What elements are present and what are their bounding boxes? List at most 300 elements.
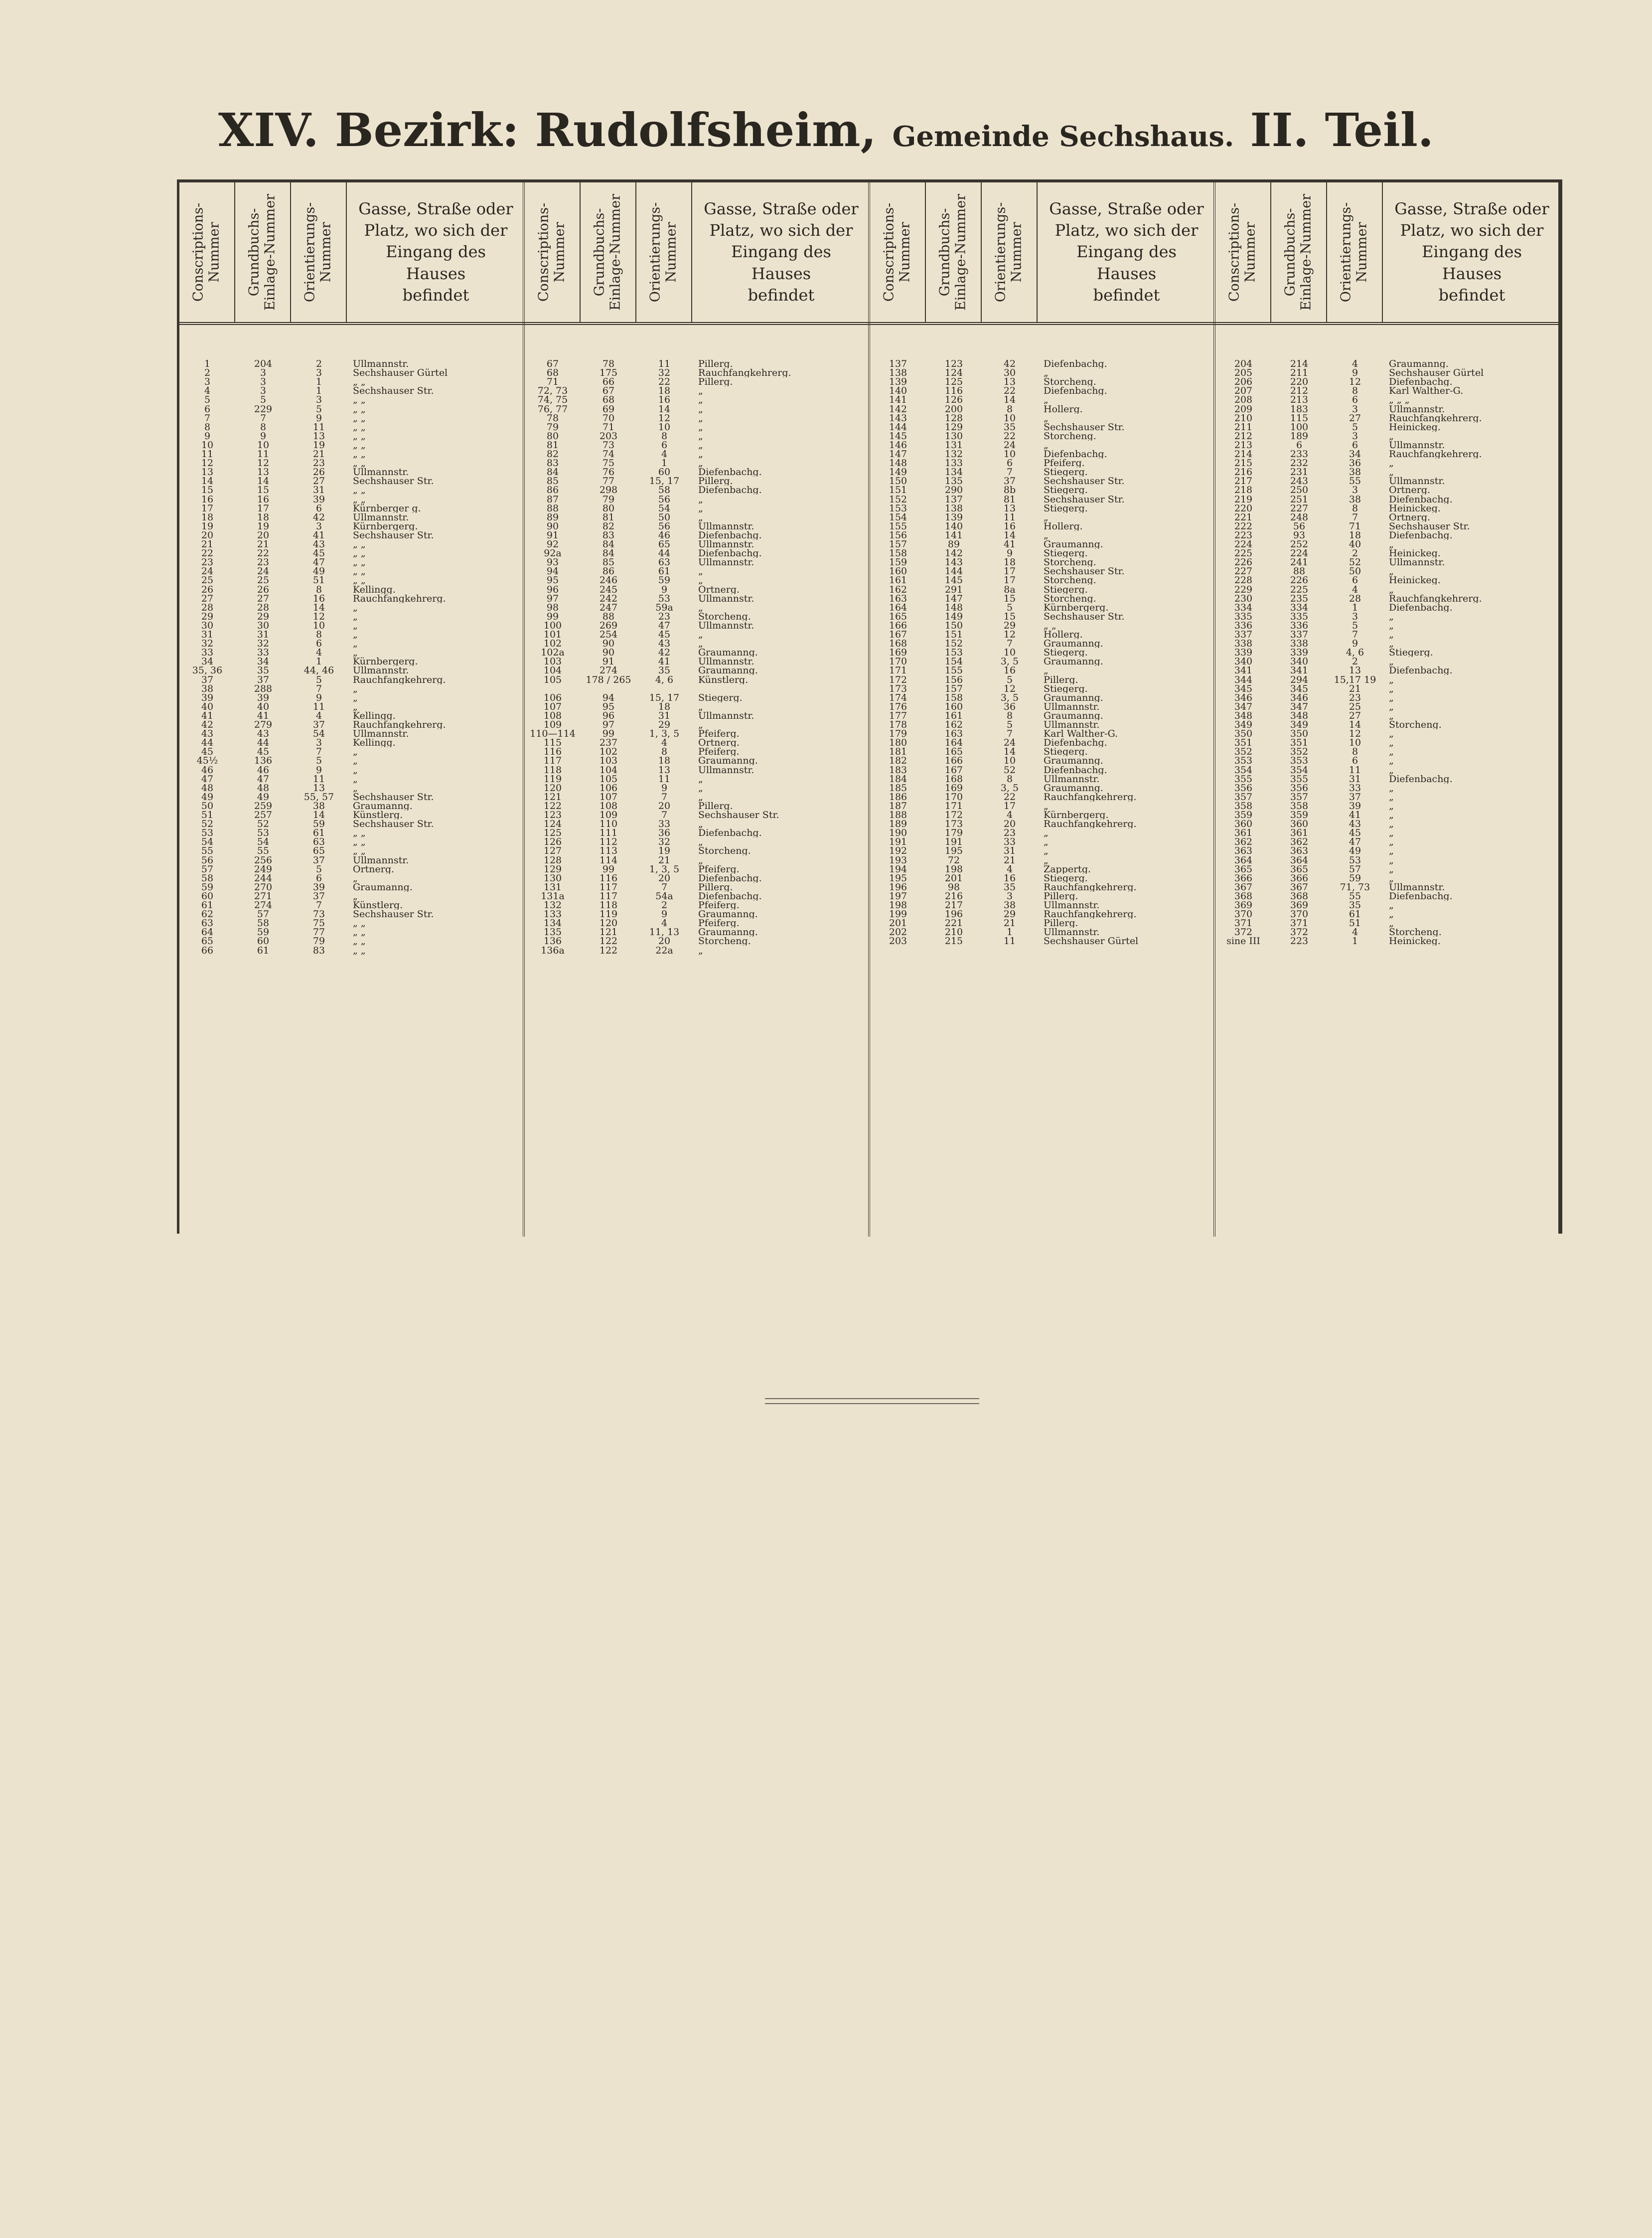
orientierung-number: 6	[1006, 458, 1013, 469]
orientierung-number: 58	[658, 484, 671, 496]
grundbuch-number: 351	[1290, 737, 1309, 749]
grundbuch-number: 86	[602, 566, 615, 577]
conscription-number: 154	[889, 511, 907, 523]
table-row	[525, 450, 870, 459]
grundbuch-number: 347	[1290, 701, 1309, 712]
grundbuch-number: 172	[944, 809, 963, 820]
grundbuch-number: 89	[947, 539, 960, 550]
street-name: „	[353, 765, 358, 775]
grundbuch-number: 200	[944, 403, 963, 415]
street-name: Pillerg.	[1044, 891, 1078, 901]
table-row	[1215, 377, 1561, 386]
table-row	[179, 738, 525, 747]
header-gasse-line: Gasse, Straße oder	[1394, 199, 1549, 219]
conscription-number: 52	[201, 818, 214, 830]
conscription-number: 8	[204, 421, 211, 433]
orientierung-number: 5	[1006, 719, 1013, 730]
street-name: „	[1044, 666, 1049, 675]
table-row	[525, 621, 870, 630]
table-row	[525, 883, 870, 892]
grundbuch-number: 71	[602, 421, 615, 433]
table-row	[1215, 612, 1561, 621]
conscription-number: 354	[1234, 764, 1253, 776]
street-name: Pillerg.	[698, 801, 733, 810]
grundbuch-number: 213	[1290, 394, 1309, 406]
conscription-number: 158	[889, 548, 907, 559]
table-row	[525, 423, 870, 432]
orientierung-number: 8	[661, 430, 668, 442]
grundbuch-number: 288	[254, 683, 273, 694]
conscription-number: 359	[1234, 809, 1253, 820]
table-row	[1215, 477, 1561, 485]
street-name: Ullmannstr.	[698, 594, 754, 603]
orientierung-number: 59a	[655, 602, 673, 613]
table-row	[525, 810, 870, 819]
table-row	[870, 693, 1215, 702]
grundbuch-number: 232	[1290, 458, 1309, 469]
table-row	[1215, 359, 1561, 368]
orientierung-number: 19	[312, 439, 325, 451]
orientierung-number: 3	[1352, 403, 1358, 415]
conscription-number: 88	[546, 502, 559, 514]
table-row	[1215, 558, 1561, 567]
orientierung-number: 7	[1352, 629, 1358, 640]
grundbuch-number: 370	[1290, 909, 1309, 920]
orientierung-number: 31	[1003, 845, 1016, 857]
conscription-number: 98	[546, 602, 559, 613]
orientierung-number: 32	[658, 836, 671, 848]
conscription-number: 371	[1234, 918, 1253, 929]
street-name: Karl Walther-G.	[1044, 729, 1118, 739]
street-name: „	[698, 440, 703, 450]
orientierung-number: 39	[312, 493, 325, 505]
table-row	[1215, 468, 1561, 477]
grundbuch-number: 97	[602, 719, 615, 730]
orientierung-number: 23	[312, 458, 325, 469]
conscription-number: 217	[1234, 476, 1253, 487]
table-row	[525, 666, 870, 675]
orientierung-number: 20	[658, 800, 671, 811]
orientierung-number: 2	[315, 358, 322, 369]
table-row	[525, 594, 870, 603]
conscription-number: 20	[201, 529, 214, 541]
orientierung-number: 13	[312, 430, 325, 442]
street-name: Ullmannstr.	[1389, 404, 1445, 414]
orientierung-number: 43	[1349, 818, 1361, 830]
conscription-number: 76, 77	[537, 403, 568, 415]
orientierung-number: 7	[1352, 511, 1358, 523]
grundbuch-number: 24	[257, 566, 270, 577]
grundbuch-number: 211	[1290, 367, 1309, 379]
table-row	[1215, 684, 1561, 693]
table-row	[1215, 901, 1561, 910]
table-row	[525, 630, 870, 639]
conscription-number: 152	[889, 493, 907, 505]
grundbuch-number: 221	[944, 918, 963, 929]
grundbuch-number: 117	[599, 881, 618, 893]
grundbuch-number: 340	[1290, 656, 1309, 667]
orientierung-number: 8	[315, 629, 322, 640]
grundbuch-number: 339	[1290, 647, 1309, 658]
grundbuch-number: 74	[602, 449, 615, 460]
orientierung-number: 41	[1003, 539, 1016, 550]
orientierung-number: 7	[1006, 638, 1013, 649]
orientierung-number: 4	[1006, 863, 1013, 875]
street-name: Rauchfangkehrerg.	[1044, 819, 1137, 829]
grundbuch-number: 99	[602, 728, 615, 740]
conscription-number: 85	[546, 476, 559, 487]
grundbuch-number: 150	[944, 620, 963, 631]
grundbuch-number: 112	[599, 836, 618, 848]
conscription-number: 50	[201, 800, 214, 811]
conscription-number: 33	[201, 647, 214, 658]
table-row	[525, 386, 870, 395]
conscription-number: 159	[889, 557, 907, 568]
grundbuch-number: 152	[944, 638, 963, 649]
grundbuch-number: 353	[1290, 755, 1309, 767]
orientierung-number: 3	[1006, 890, 1013, 902]
street-name: „	[353, 612, 358, 621]
street-name: Storcheng.	[1044, 377, 1096, 387]
grundbuch-number: 298	[599, 484, 618, 496]
grundbuch-number: 77	[602, 476, 615, 487]
street-name: „ „	[353, 549, 366, 558]
orientierung-number: 11	[658, 773, 671, 785]
grundbuch-number: 161	[944, 710, 963, 721]
orientierung-number: 14	[1003, 394, 1016, 406]
street-name: Rauchfangkehrerg.	[1389, 413, 1482, 423]
street-name: Storcheng.	[1044, 594, 1096, 603]
grundbuch-number: 106	[599, 782, 618, 794]
grundbuch-number: 241	[1290, 557, 1309, 568]
grundbuch-number: 22	[257, 548, 270, 559]
table-row	[1215, 793, 1561, 801]
conscription-number: 346	[1234, 692, 1253, 703]
table-row	[525, 657, 870, 666]
street-name: Sechshauser Str.	[1389, 521, 1470, 531]
orientierung-number: 56	[658, 493, 671, 505]
grundbuch-number: 16	[257, 493, 270, 505]
table-row	[525, 675, 870, 684]
orientierung-number: 41	[312, 529, 325, 541]
grundbuch-number: 29	[257, 611, 270, 622]
table-row	[870, 432, 1215, 441]
street-name: „ „	[353, 440, 366, 450]
street-name: „	[698, 576, 703, 585]
grundbuch-number: 271	[254, 890, 273, 902]
conscription-number: 189	[889, 818, 907, 830]
orientierung-number: 35	[658, 665, 671, 676]
grundbuch-number: 30	[257, 620, 270, 631]
grundbuch-number: 122	[599, 945, 618, 956]
table-row	[870, 865, 1215, 874]
orientierung-number: 15	[1003, 593, 1016, 604]
orientierung-number: 14	[1003, 746, 1016, 758]
conscription-number: 3	[204, 376, 211, 388]
grundbuch-number: 259	[254, 800, 273, 811]
conscription-number: 350	[1234, 728, 1253, 740]
conscription-number: 149	[889, 467, 907, 478]
table-row	[1215, 531, 1561, 540]
conscription-number: 179	[889, 728, 907, 740]
grundbuch-number: 19	[257, 520, 270, 532]
orientierung-number: 29	[1003, 909, 1016, 920]
orientierung-number: 5	[1006, 602, 1013, 613]
table-row	[870, 423, 1215, 432]
conscription-number: 92a	[544, 548, 562, 559]
grundbuch-number: 15	[257, 484, 270, 496]
grundbuch-number: 155	[944, 665, 963, 676]
grundbuch-number: 13	[257, 467, 270, 478]
orientierung-number: 33	[1349, 782, 1361, 794]
orientierung-number: 6	[1352, 575, 1358, 586]
street-name: Diefenbachg.	[698, 485, 762, 495]
table-row	[870, 729, 1215, 738]
conscription-number: 193	[889, 854, 907, 866]
table-row	[870, 901, 1215, 910]
orientierung-number: 13	[312, 782, 325, 794]
street-name: Diefenbachg.	[1044, 386, 1107, 396]
header-gasse-line: Platz, wo sich der	[1054, 221, 1199, 240]
orientierung-number: 22	[1003, 430, 1016, 442]
table-row	[1215, 666, 1561, 675]
table-row	[179, 702, 525, 711]
street-name: „ „	[353, 567, 366, 576]
conscription-number: 124	[543, 818, 562, 830]
street-name: „	[1389, 459, 1394, 468]
conscription-number: 10	[201, 439, 214, 451]
orientierung-number: 7	[661, 881, 668, 893]
conscription-number: 209	[1234, 403, 1253, 415]
conscription-number: 95	[546, 575, 559, 586]
street-name: „	[353, 684, 358, 693]
header-orientierung	[982, 182, 1038, 322]
table-row	[870, 594, 1215, 603]
grundbuch-number: 165	[944, 746, 963, 758]
orientierung-number: 49	[1349, 845, 1361, 857]
orientierung-number: 27	[1349, 710, 1361, 721]
orientierung-number: 32	[658, 367, 671, 379]
conscription-number: 356	[1234, 782, 1253, 794]
street-name: „	[698, 783, 703, 793]
grundbuch-number: 9	[260, 430, 267, 442]
table-row	[525, 775, 870, 784]
table-row	[1215, 675, 1561, 684]
table-row	[870, 919, 1215, 928]
header-orientierung	[636, 182, 692, 322]
conscription-number: 155	[889, 520, 907, 532]
table-row	[1215, 865, 1561, 874]
table-row	[179, 720, 525, 729]
orientierung-number: 4	[661, 449, 668, 460]
street-name: Pfeiferg.	[698, 864, 740, 874]
orientierung-number: 15, 17	[649, 692, 680, 703]
conscription-number: 186	[889, 791, 907, 802]
street-name: „	[1389, 828, 1394, 838]
conscription-number: 74, 75	[537, 394, 568, 406]
grundbuch-number: 17	[257, 502, 270, 514]
orientierung-number: 61	[658, 566, 671, 577]
conscription-number: 334	[1234, 602, 1253, 613]
table-row	[525, 892, 870, 901]
conscription-number: 203	[889, 936, 907, 947]
table-row	[1215, 720, 1561, 729]
street-name: „	[1389, 693, 1394, 702]
conscription-number: 160	[889, 566, 907, 577]
grundbuch-number: 95	[602, 701, 615, 712]
orientierung-number: 17	[1003, 566, 1016, 577]
orientierung-number: 71	[1349, 520, 1361, 532]
street-name: Stiegerg.	[1044, 747, 1088, 757]
orientierung-number: 12	[1349, 728, 1361, 740]
orientierung-number: 21	[312, 449, 325, 460]
table-row	[179, 892, 525, 901]
table-row	[525, 513, 870, 522]
street-name: Sechshauser Str.	[353, 819, 434, 829]
orientierung-number: 1, 3, 5	[649, 863, 680, 875]
orientierung-number: 57	[1349, 863, 1361, 875]
conscription-number: 6	[204, 403, 211, 415]
table-row	[1215, 603, 1561, 612]
grundbuch-number: 151	[944, 629, 963, 640]
table-row	[179, 801, 525, 810]
table-row	[179, 828, 525, 837]
table-row	[179, 639, 525, 648]
orientierung-number: 3, 5	[1000, 782, 1019, 794]
orientierung-number: 6	[1352, 755, 1358, 767]
conscription-number: 129	[543, 863, 562, 875]
title-teil: II. Teil.	[1250, 103, 1434, 157]
table-row	[1215, 549, 1561, 558]
header-grundbuch	[235, 182, 291, 322]
street-name: Stiegerg.	[1044, 468, 1088, 477]
street-name: Ullmannstr.	[353, 359, 409, 368]
grundbuch-number: 111	[599, 827, 618, 839]
orientierung-number: 47	[312, 557, 325, 568]
orientierung-number: 28	[1349, 593, 1361, 604]
conscription-number: 143	[889, 412, 907, 424]
table-row	[179, 423, 525, 432]
orientierung-number: 46	[658, 529, 671, 541]
orientierung-number: 36	[1003, 701, 1016, 712]
table-row	[179, 368, 525, 377]
orientierung-number: 33	[658, 818, 671, 830]
grundbuch-number: 41	[257, 710, 270, 721]
orientierung-number: 21	[1003, 854, 1016, 866]
orientierung-number: 39	[312, 881, 325, 893]
street-name: Graumanng.	[698, 756, 758, 766]
street-name: Sechshauser Str.	[1044, 494, 1125, 504]
orientierung-number: 27	[312, 476, 325, 487]
street-name: Sechshauser Str.	[353, 792, 434, 801]
conscription-number: 46	[201, 764, 214, 776]
street-name: Graumanng.	[1389, 359, 1449, 368]
table-row	[525, 711, 870, 720]
table-row	[870, 368, 1215, 377]
grundbuch-number: 93	[1293, 529, 1306, 541]
table-row	[179, 359, 525, 368]
orientierung-number: 2	[1352, 548, 1358, 559]
street-name: Ullmannstr.	[1389, 558, 1445, 567]
grundbuch-number: 31	[257, 629, 270, 640]
grundbuch-number: 70	[602, 412, 615, 424]
orientierung-number: 4	[315, 710, 322, 721]
conscription-number: 145	[889, 430, 907, 442]
orientierung-number: 50	[658, 511, 671, 523]
conscription-number: 89	[546, 511, 559, 523]
grundbuch-number: 8	[260, 421, 267, 433]
table-row	[870, 450, 1215, 459]
grundbuch-number: 245	[599, 584, 618, 595]
street-name: Ortnerg.	[1389, 485, 1431, 495]
orientierung-number: 14	[1349, 719, 1361, 730]
grundbuch-number: 84	[602, 539, 615, 550]
conscription-number: 64	[201, 927, 214, 938]
table-row	[179, 856, 525, 865]
header-conscription	[179, 182, 235, 322]
conscription-number: 9	[204, 430, 211, 442]
table-row	[179, 729, 525, 738]
table-row	[525, 540, 870, 549]
table-row	[870, 684, 1215, 693]
orientierung-number: 4	[315, 647, 322, 658]
table-row	[870, 567, 1215, 576]
grundbuch-number: 215	[944, 936, 963, 947]
table-row	[179, 837, 525, 846]
grundbuch-number: 141	[944, 529, 963, 541]
conscription-number: 31	[201, 629, 214, 640]
orientierung-number: 3	[1352, 484, 1358, 496]
street-name: Diefenbachg.	[1389, 494, 1453, 504]
table-row	[525, 432, 870, 441]
grundbuch-number: 270	[254, 881, 273, 893]
street-name: „ „	[353, 558, 366, 567]
conscription-number: 67	[546, 358, 559, 369]
street-name: Rauchfangkehrerg.	[353, 675, 446, 684]
street-name: „ „	[353, 846, 366, 856]
conscription-number: 192	[889, 845, 907, 857]
table-row	[179, 846, 525, 855]
street-name: „	[1389, 783, 1394, 793]
conscription-number: 14	[201, 476, 214, 487]
conscription-number: 358	[1234, 800, 1253, 811]
grundbuch-number: 169	[944, 782, 963, 794]
street-name: Pfeiferg.	[698, 919, 740, 928]
street-name: Kürnberger g.	[353, 503, 421, 513]
conscription-number: 171	[889, 665, 907, 676]
grundbuch-number: 198	[944, 863, 963, 875]
street-name: „	[1389, 810, 1394, 819]
conscription-number: 118	[543, 764, 562, 776]
grundbuch-number: 44	[257, 737, 270, 749]
grundbuch-number: 69	[602, 403, 615, 415]
orientierung-number: 37	[312, 890, 325, 902]
street-name: „	[698, 720, 703, 729]
street-name: „	[1389, 540, 1394, 549]
table-row	[179, 684, 525, 693]
conscription-number: 141	[889, 394, 907, 406]
orientierung-number: 54	[312, 728, 325, 740]
grundbuch-number: 173	[944, 818, 963, 830]
conscription-number: 157	[889, 539, 907, 550]
street-name: Diefenbachg.	[698, 468, 762, 477]
conscription-number: 105	[543, 674, 562, 685]
street-name: Pillerg.	[1044, 919, 1078, 928]
conscription-number: 184	[889, 773, 907, 785]
table-row	[870, 819, 1215, 828]
orientierung-number: 22	[1003, 385, 1016, 397]
orientierung-number: 39	[1349, 800, 1361, 811]
